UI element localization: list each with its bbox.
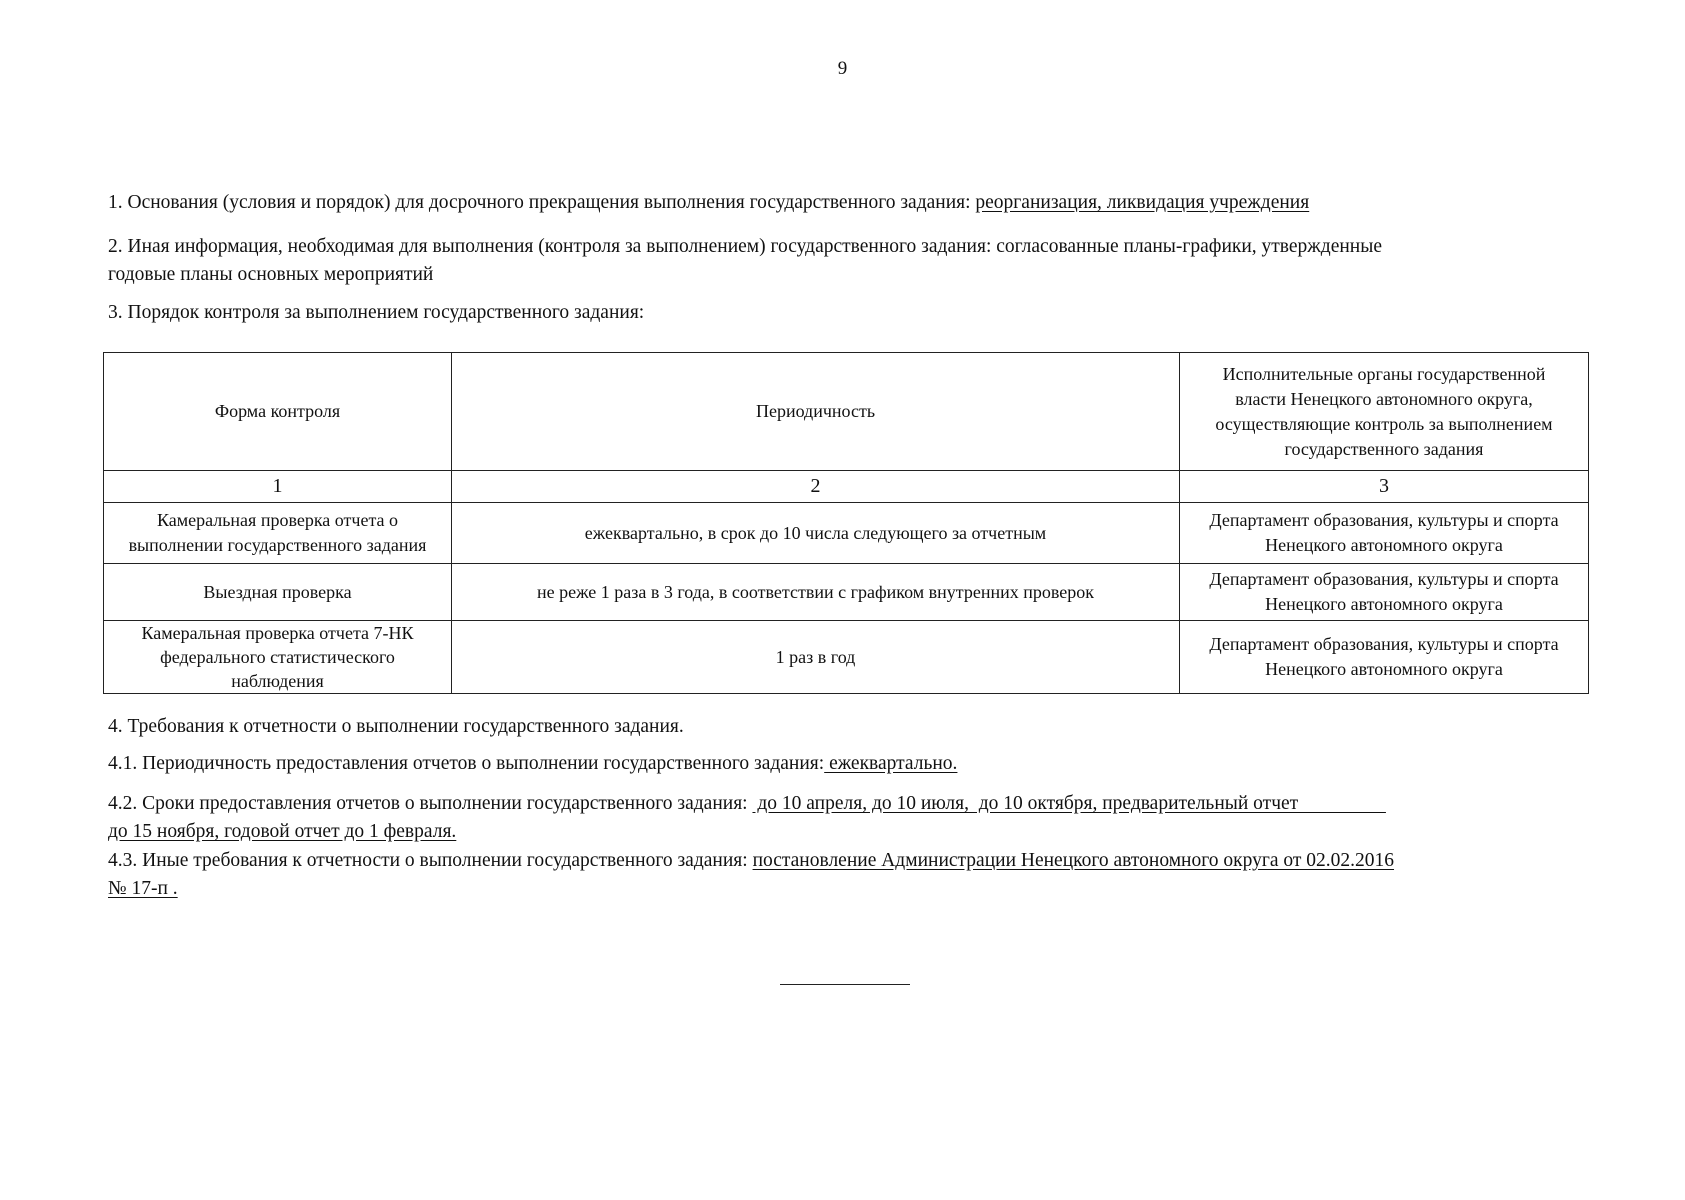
section-4-reporting-requirements: 4. Требования к отчетности о выполнении государственного задания.: [108, 716, 684, 737]
cell-form: [104, 621, 452, 694]
control-table: [103, 352, 1589, 694]
section-4-2-line-2: [108, 818, 1593, 846]
cell-authority: [1180, 564, 1589, 621]
table-header-row: [104, 353, 1589, 471]
section-2-other-info: [108, 233, 1593, 289]
section-1-early-termination: [108, 189, 1593, 217]
cell-periodicity: ежеквартально, в срок до 10 числа следующего за отчетным: [452, 503, 1180, 564]
section-4-3-underlined-line-1: постановление Администрации Ненецкого автономного округа от 02.02.2016: [752, 850, 1395, 871]
cell-authority-line: Ненецкого автономного округа: [1265, 535, 1503, 555]
header-authority-line: Исполнительные органы государственной: [1222, 363, 1546, 384]
cell-form-line: Камеральная проверка отчета 7-НК: [141, 623, 414, 643]
section-4-2-reporting-deadlines: [108, 790, 1593, 846]
section-4-3-other-requirements: [108, 847, 1593, 903]
header-authority-line: власти Ненецкого автономного округа,: [1235, 388, 1533, 409]
header-form-of-control: Форма контроля: [104, 353, 452, 471]
header-authority: [1180, 353, 1589, 471]
cell-periodicity: не реже 1 раза в 3 года, в соответствии с графиком внутренних проверок: [452, 564, 1180, 621]
cell-form: [104, 564, 452, 621]
header-periodicity: Периодичность: [452, 353, 1180, 471]
cell-periodicity: 1 раз в год: [452, 621, 1180, 694]
section-2-line-2: годовые планы основных мероприятий: [108, 264, 434, 285]
cell-authority: [1180, 503, 1589, 564]
section-4-2-underlined-line-2: до 15 ноября, годовой отчет до 1 февраля.: [108, 821, 457, 842]
cell-form-line: выполнении государственного задания: [128, 535, 427, 555]
column-number-3: 3: [1180, 471, 1589, 503]
column-number-2: 2: [452, 471, 1180, 503]
cell-form: [104, 503, 452, 564]
column-number-1: 1: [104, 471, 452, 503]
section-4-3-underlined-line-2: № 17-п .: [108, 878, 178, 899]
cell-authority-line: Ненецкого автономного округа: [1265, 659, 1503, 679]
cell-authority-line: Департамент образования, культуры и спорта: [1209, 634, 1559, 654]
section-4-3-line-2: [108, 875, 1593, 903]
section-4-3-line-1: [108, 847, 1593, 875]
table-row: [104, 503, 1589, 564]
section-4-1-reporting-periodicity: [108, 750, 1593, 778]
page-number: 9: [837, 58, 848, 79]
table-row: [104, 564, 1589, 621]
column-number-row: [104, 471, 1589, 503]
cell-form-line: федерального статистического: [160, 647, 395, 667]
cell-authority-line: Ненецкого автономного округа: [1265, 594, 1503, 614]
cell-form-line: наблюдения: [231, 671, 324, 691]
section-4-1-text: 4.1. Периодичность предоставления отчетов о выполнении государственного задания:: [108, 753, 825, 774]
header-authority-line: государственного задания: [1284, 438, 1484, 459]
cell-form-line: Выездная проверка: [203, 581, 352, 602]
header-authority-line: осуществляющие контроль за выполнением: [1215, 413, 1553, 434]
control-table-wrapper: [103, 352, 1588, 694]
cell-authority-line: Департамент образования, культуры и спорта: [1209, 569, 1559, 589]
section-2-line-1: 2. Иная информация, необходимая для выполнения (контроля за выполнением) государственного задания: согласованные планы-графики, утвержденные: [108, 236, 1382, 257]
section-4-1-underlined-value: ежеквартально.: [824, 753, 958, 774]
cell-authority-line: Департамент образования, культуры и спорта: [1209, 510, 1559, 530]
section-1-underlined-value: реорганизация, ликвидация учреждения: [975, 192, 1310, 213]
section-4-2-text: 4.2. Сроки предоставления отчетов о выполнении государственного задания:: [108, 793, 753, 814]
table-row: [104, 621, 1589, 694]
section-3-control-order: 3. Порядок контроля за выполнением государственного задания:: [108, 302, 645, 323]
section-4-2-line-1: [108, 790, 1593, 818]
section-4-3-text: 4.3. Иные требования к отчетности о выполнении государственного задания:: [108, 850, 753, 871]
cell-form-line: Камеральная проверка отчета о: [156, 510, 399, 530]
end-of-document-rule: [780, 984, 910, 985]
cell-authority: [1180, 621, 1589, 694]
section-4-2-underlined-line-1: до 10 апреля, до 10 июля, до 10 октября, предварительный отчет: [752, 793, 1386, 814]
section-1-text: 1. Основания (условия и порядок) для досрочного прекращения выполнения государственного задания:: [108, 192, 976, 213]
